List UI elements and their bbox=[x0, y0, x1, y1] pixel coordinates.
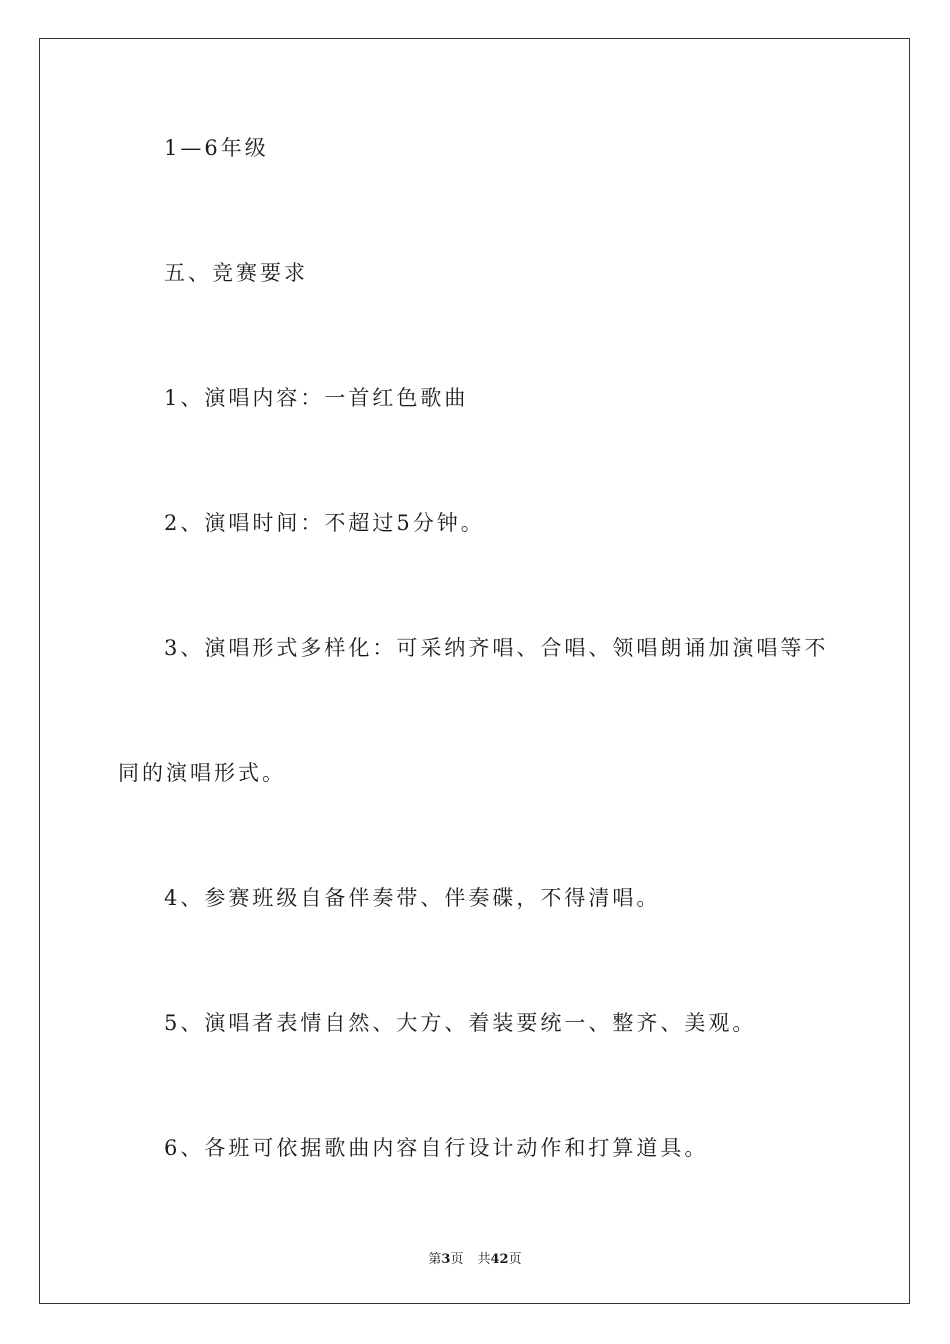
list-item-6: 6、各班可依据歌曲内容自行设计动作和打算道具。 bbox=[164, 1136, 709, 1160]
list-item-2: 2、演唱时间：不超过5分钟。 bbox=[164, 511, 485, 535]
page-number: 3 bbox=[441, 1252, 451, 1267]
list-item-5: 5、演唱者表情自然、大方、着装要统一、整齐、美观。 bbox=[164, 1011, 757, 1035]
list-item-3-continued: 同的演唱形式。 bbox=[118, 761, 286, 785]
text-line-grade-range: 1—6年级 bbox=[164, 136, 269, 160]
list-item-4: 4、参赛班级自备伴奏带、伴奏碟，不得清唱。 bbox=[164, 886, 661, 910]
page-prefix: 第 bbox=[428, 1252, 442, 1267]
list-item-1: 1、演唱内容：一首红色歌曲 bbox=[164, 386, 469, 410]
page-footer bbox=[0, 1248, 950, 1267]
list-item-3: 3、演唱形式多样化：可采纳齐唱、合唱、领唱朗诵加演唱等不 bbox=[164, 636, 829, 660]
total-suffix: 页 bbox=[508, 1252, 522, 1267]
section-heading-requirements: 五、竞赛要求 bbox=[164, 261, 308, 285]
total-prefix: 共 bbox=[477, 1252, 491, 1267]
page-suffix: 页 bbox=[450, 1252, 464, 1267]
total-pages: 42 bbox=[490, 1252, 509, 1267]
page-frame bbox=[39, 38, 910, 1304]
